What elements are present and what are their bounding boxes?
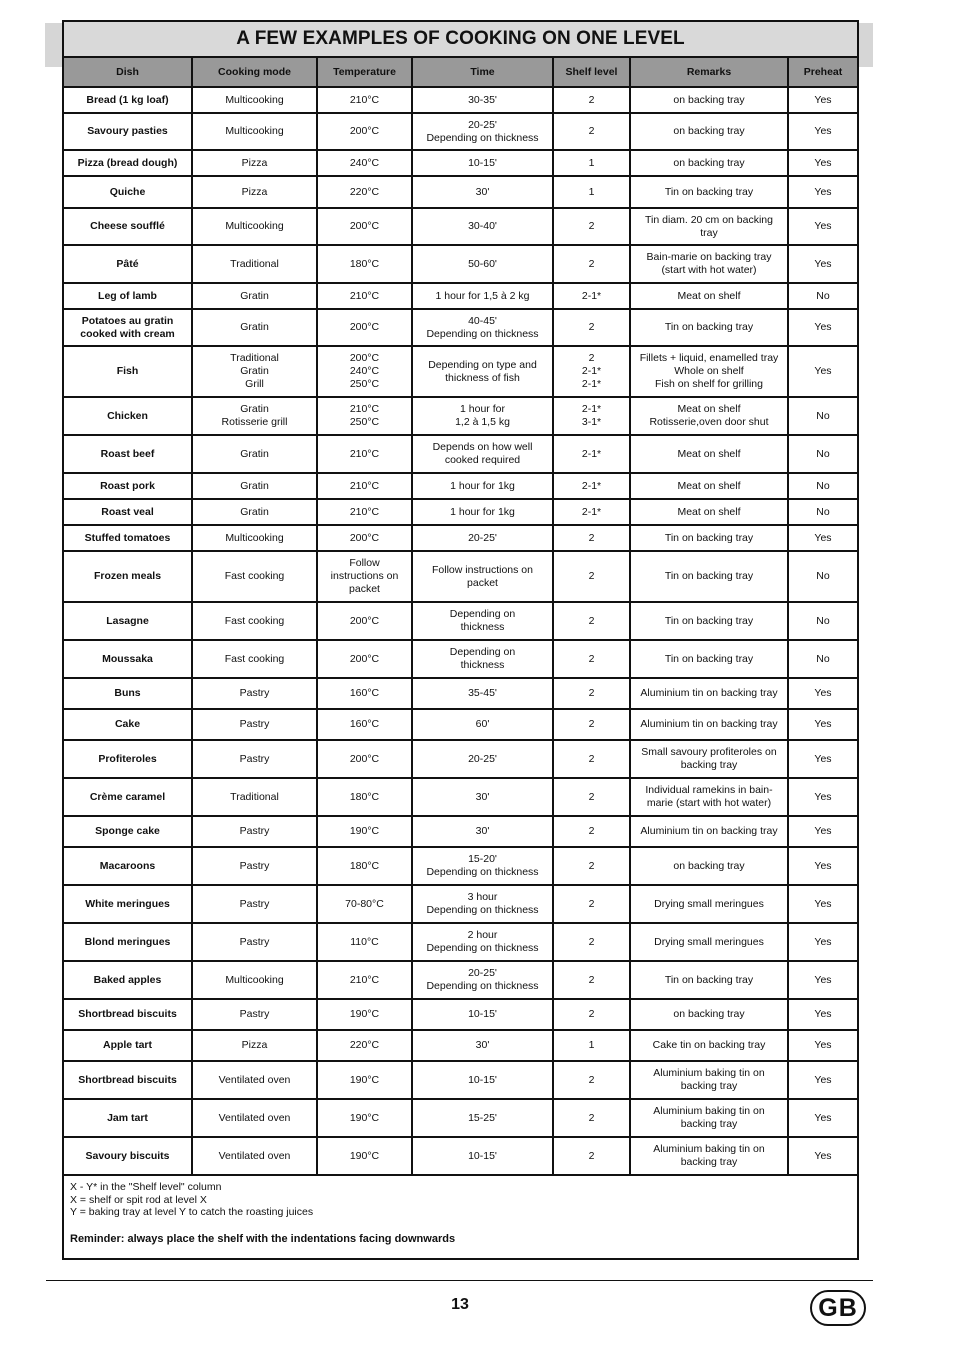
cell-time: 1 hour for 1,2 à 1,5 kg (412, 397, 553, 435)
cell-remarks: on backing tray (630, 113, 788, 150)
table-row (64, 309, 857, 346)
cell-shelf-level: 2 (553, 740, 630, 778)
column-header-cooking-mode: Cooking mode (192, 58, 317, 87)
cooking-table-frame (62, 20, 859, 1260)
table-row (64, 397, 857, 435)
cell-shelf-level: 2 (553, 602, 630, 640)
cell-dish: Apple tart (64, 1030, 192, 1061)
cell-remarks: Cake tin on backing tray (630, 1030, 788, 1061)
cell-cooking-mode: Gratin (192, 283, 317, 309)
cell-shelf-level: 1 (553, 176, 630, 208)
cell-temperature: 200°C (317, 113, 412, 150)
cell-remarks: Small savoury profiteroles on backing tray (630, 740, 788, 778)
cell-dish: Profiteroles (64, 740, 192, 778)
cell-remarks: Aluminium tin on backing tray (630, 678, 788, 709)
cell-time: Depending on thickness (412, 602, 553, 640)
cell-time: 30-40' (412, 208, 553, 245)
cell-remarks: Aluminium baking tin on backing tray (630, 1061, 788, 1099)
cell-cooking-mode: Traditional Gratin Grill (192, 346, 317, 397)
cell-dish: Savoury pasties (64, 113, 192, 150)
cell-preheat: No (788, 473, 857, 499)
cell-remarks: Tin diam. 20 cm on backing tray (630, 208, 788, 245)
cell-time: 20-25' (412, 525, 553, 551)
table-row (64, 176, 857, 208)
cell-shelf-level: 2 (553, 525, 630, 551)
cell-temperature: 70-80°C (317, 885, 412, 923)
cell-remarks: on backing tray (630, 847, 788, 885)
cell-cooking-mode: Ventilated oven (192, 1099, 317, 1137)
cell-temperature: 180°C (317, 778, 412, 816)
cell-shelf-level: 2 (553, 1061, 630, 1099)
cell-time: 50-60' (412, 245, 553, 283)
cell-dish: Cake (64, 709, 192, 740)
cell-shelf-level: 2 (553, 923, 630, 961)
cell-time: 1 hour for 1kg (412, 473, 553, 499)
table-row (64, 87, 857, 113)
cell-time: Depending on thickness (412, 640, 553, 678)
cell-temperature: 200°C (317, 309, 412, 346)
cell-cooking-mode: Pizza (192, 150, 317, 176)
table-row (64, 113, 857, 150)
cell-preheat: Yes (788, 525, 857, 551)
cell-preheat: Yes (788, 208, 857, 245)
cell-shelf-level: 2 (553, 1099, 630, 1137)
cell-shelf-level: 2 (553, 245, 630, 283)
table-row (64, 602, 857, 640)
cell-temperature: 190°C (317, 1061, 412, 1099)
cell-remarks: Meat on shelf (630, 473, 788, 499)
cell-time: 30' (412, 176, 553, 208)
cell-time: 30' (412, 778, 553, 816)
column-header-shelf-level: Shelf level (553, 58, 630, 87)
country-badge: GB (810, 1290, 866, 1326)
cell-cooking-mode: Traditional (192, 778, 317, 816)
cell-shelf-level: 1 (553, 1030, 630, 1061)
cell-temperature: 210°C (317, 283, 412, 309)
cell-dish: Pâté (64, 245, 192, 283)
cell-cooking-mode: Gratin (192, 309, 317, 346)
table-row (64, 1030, 857, 1061)
cell-shelf-level: 2 (553, 87, 630, 113)
cell-cooking-mode: Multicooking (192, 87, 317, 113)
cell-time: 3 hour Depending on thickness (412, 885, 553, 923)
cell-temperature: 210°C (317, 473, 412, 499)
cell-preheat: No (788, 640, 857, 678)
cell-shelf-level: 1 (553, 150, 630, 176)
cell-shelf-level: 2 (553, 640, 630, 678)
cell-cooking-mode: Pizza (192, 1030, 317, 1061)
cell-cooking-mode: Pizza (192, 176, 317, 208)
cell-remarks: Fillets + liquid, enamelled tray Whole on shelf Fish on shelf for grilling (630, 346, 788, 397)
cell-remarks: Individual ramekins in bain- marie (start with hot water) (630, 778, 788, 816)
cell-dish: Blond meringues (64, 923, 192, 961)
cell-temperature: 200°C (317, 602, 412, 640)
cell-cooking-mode: Multicooking (192, 525, 317, 551)
cell-dish: Stuffed tomatoes (64, 525, 192, 551)
cell-dish: Buns (64, 678, 192, 709)
cell-temperature: 220°C (317, 1030, 412, 1061)
cell-shelf-level: 2-1* (553, 473, 630, 499)
cell-remarks: Tin on backing tray (630, 309, 788, 346)
cell-dish: Roast beef (64, 435, 192, 473)
cell-temperature: 110°C (317, 923, 412, 961)
reminder-note: Reminder: always place the shelf with the indentations facing downwards (70, 1232, 456, 1245)
column-header-dish: Dish (64, 58, 192, 87)
table-row (64, 640, 857, 678)
cell-temperature: 190°C (317, 999, 412, 1030)
cell-temperature: Follow instructions on packet (317, 551, 412, 602)
cell-preheat: No (788, 397, 857, 435)
table-body (64, 87, 857, 1175)
cell-shelf-level: 2 (553, 551, 630, 602)
table-row (64, 816, 857, 847)
page-title: A FEW EXAMPLES OF COOKING ON ONE LEVEL (64, 22, 857, 58)
cell-temperature: 200°C 240°C 250°C (317, 346, 412, 397)
cell-cooking-mode: Gratin (192, 473, 317, 499)
cell-dish: Crème caramel (64, 778, 192, 816)
cell-time: 10-15' (412, 150, 553, 176)
cell-shelf-level: 2 (553, 816, 630, 847)
cell-preheat: Yes (788, 87, 857, 113)
cell-preheat: Yes (788, 176, 857, 208)
cell-time: Follow instructions on packet (412, 551, 553, 602)
cell-shelf-level: 2 (553, 999, 630, 1030)
cell-preheat: Yes (788, 816, 857, 847)
cell-preheat: Yes (788, 885, 857, 923)
cell-dish: Potatoes au gratin cooked with cream (64, 309, 192, 346)
cell-remarks: Meat on shelf (630, 435, 788, 473)
cell-cooking-mode: Gratin Rotisserie grill (192, 397, 317, 435)
column-header-time: Time (412, 58, 553, 87)
cell-preheat: Yes (788, 678, 857, 709)
cell-time: 10-15' (412, 1061, 553, 1099)
table-row (64, 150, 857, 176)
cell-temperature: 200°C (317, 640, 412, 678)
cell-cooking-mode: Gratin (192, 499, 317, 525)
cell-remarks: Aluminium tin on backing tray (630, 816, 788, 847)
cell-shelf-level: 2 (553, 113, 630, 150)
cell-temperature: 180°C (317, 245, 412, 283)
cell-shelf-level: 2 (553, 709, 630, 740)
cell-time: 30' (412, 1030, 553, 1061)
cell-dish: Cheese soufflé (64, 208, 192, 245)
table-row (64, 283, 857, 309)
cell-cooking-mode: Ventilated oven (192, 1061, 317, 1099)
cell-temperature: 160°C (317, 709, 412, 740)
cell-time: Depending on type and thickness of fish (412, 346, 553, 397)
cell-preheat: No (788, 435, 857, 473)
cell-dish: Moussaka (64, 640, 192, 678)
cell-preheat: Yes (788, 346, 857, 397)
table-row (64, 473, 857, 499)
cell-cooking-mode: Pastry (192, 740, 317, 778)
cell-preheat: Yes (788, 999, 857, 1030)
cell-dish: Roast pork (64, 473, 192, 499)
table-row (64, 778, 857, 816)
cell-preheat: Yes (788, 113, 857, 150)
cell-dish: Frozen meals (64, 551, 192, 602)
cell-preheat: Yes (788, 961, 857, 999)
cell-time: 1 hour for 1kg (412, 499, 553, 525)
cell-temperature: 200°C (317, 208, 412, 245)
cell-remarks: Aluminium baking tin on backing tray (630, 1137, 788, 1175)
cell-temperature: 190°C (317, 816, 412, 847)
table-row (64, 1137, 857, 1175)
cell-cooking-mode: Pastry (192, 999, 317, 1030)
table-row (64, 346, 857, 397)
cell-dish: Jam tart (64, 1099, 192, 1137)
cell-shelf-level: 2-1* (553, 435, 630, 473)
cell-remarks: on backing tray (630, 150, 788, 176)
cell-time: 30' (412, 816, 553, 847)
cell-dish: Macaroons (64, 847, 192, 885)
table-row (64, 435, 857, 473)
table-row (64, 678, 857, 709)
cell-shelf-level: 2 (553, 208, 630, 245)
cell-temperature: 210°C (317, 87, 412, 113)
cell-dish: Chicken (64, 397, 192, 435)
cell-remarks: Drying small meringues (630, 923, 788, 961)
cell-preheat: Yes (788, 740, 857, 778)
cell-remarks: Tin on backing tray (630, 602, 788, 640)
cell-dish: Shortbread biscuits (64, 999, 192, 1030)
cell-temperature: 190°C (317, 1137, 412, 1175)
cell-cooking-mode: Pastry (192, 885, 317, 923)
column-header-temperature: Temperature (317, 58, 412, 87)
cell-temperature: 210°C (317, 435, 412, 473)
cell-remarks: on backing tray (630, 87, 788, 113)
table-row (64, 525, 857, 551)
cell-shelf-level: 2 2-1* 2-1* (553, 346, 630, 397)
cell-remarks: Bain-marie on backing tray (start with hot water) (630, 245, 788, 283)
cell-cooking-mode: Multicooking (192, 208, 317, 245)
cell-preheat: Yes (788, 309, 857, 346)
cell-dish: Quiche (64, 176, 192, 208)
cell-cooking-mode: Multicooking (192, 961, 317, 999)
cell-remarks: Tin on backing tray (630, 640, 788, 678)
cell-time: 20-25' Depending on thickness (412, 961, 553, 999)
cell-remarks: Tin on backing tray (630, 551, 788, 602)
cell-preheat: Yes (788, 150, 857, 176)
cell-cooking-mode: Pastry (192, 678, 317, 709)
cell-time: 60' (412, 709, 553, 740)
cell-remarks: Aluminium baking tin on backing tray (630, 1099, 788, 1137)
cell-preheat: Yes (788, 1030, 857, 1061)
cell-time: 2 hour Depending on thickness (412, 923, 553, 961)
cell-shelf-level: 2 (553, 678, 630, 709)
cell-time: 10-15' (412, 999, 553, 1030)
cell-time: 15-20' Depending on thickness (412, 847, 553, 885)
column-header-preheat: Preheat (788, 58, 857, 87)
cell-remarks: Meat on shelf (630, 499, 788, 525)
cell-time: 15-25' (412, 1099, 553, 1137)
cell-time: 30-35' (412, 87, 553, 113)
cell-preheat: Yes (788, 923, 857, 961)
footer-divider (46, 1280, 873, 1281)
cell-preheat: Yes (788, 1099, 857, 1137)
cell-cooking-mode: Pastry (192, 816, 317, 847)
cell-temperature: 200°C (317, 525, 412, 551)
cell-preheat: Yes (788, 778, 857, 816)
cell-preheat: Yes (788, 847, 857, 885)
table-header-row (64, 58, 857, 87)
cell-shelf-level: 2 (553, 1137, 630, 1175)
cell-temperature: 210°C (317, 499, 412, 525)
table-row (64, 709, 857, 740)
cell-shelf-level: 2-1* (553, 499, 630, 525)
cell-dish: Lasagne (64, 602, 192, 640)
cell-time: Depends on how well cooked required (412, 435, 553, 473)
cell-cooking-mode: Fast cooking (192, 640, 317, 678)
table-row (64, 499, 857, 525)
cell-remarks: Tin on backing tray (630, 525, 788, 551)
cell-shelf-level: 2 (553, 885, 630, 923)
page-number: 13 (451, 1296, 469, 1313)
cell-shelf-level: 2-1* 3-1* (553, 397, 630, 435)
cell-preheat: Yes (788, 1061, 857, 1099)
cell-dish: Savoury biscuits (64, 1137, 192, 1175)
cell-dish: Roast veal (64, 499, 192, 525)
cell-dish: Sponge cake (64, 816, 192, 847)
cell-preheat: No (788, 602, 857, 640)
cell-cooking-mode: Pastry (192, 923, 317, 961)
cell-remarks: Meat on shelf (630, 283, 788, 309)
cell-remarks: Drying small meringues (630, 885, 788, 923)
cell-dish: Pizza (bread dough) (64, 150, 192, 176)
cell-dish: Baked apples (64, 961, 192, 999)
table-row (64, 923, 857, 961)
cell-dish: White meringues (64, 885, 192, 923)
cell-dish: Leg of lamb (64, 283, 192, 309)
cell-temperature: 160°C (317, 678, 412, 709)
cell-temperature: 210°C (317, 961, 412, 999)
cell-time: 10-15' (412, 1137, 553, 1175)
cell-cooking-mode: Fast cooking (192, 551, 317, 602)
cell-remarks: Tin on backing tray (630, 961, 788, 999)
cell-time: 20-25' (412, 740, 553, 778)
cell-cooking-mode: Pastry (192, 709, 317, 740)
cooking-examples-table (64, 58, 857, 1176)
cell-preheat: Yes (788, 709, 857, 740)
cell-preheat: No (788, 283, 857, 309)
table-row (64, 740, 857, 778)
cell-preheat: No (788, 499, 857, 525)
table-row (64, 847, 857, 885)
cell-shelf-level: 2 (553, 778, 630, 816)
table-row (64, 1099, 857, 1137)
table-row (64, 1061, 857, 1099)
cell-shelf-level: 2-1* (553, 283, 630, 309)
cell-cooking-mode: Multicooking (192, 113, 317, 150)
cell-cooking-mode: Traditional (192, 245, 317, 283)
cell-dish: Shortbread biscuits (64, 1061, 192, 1099)
cell-temperature: 210°C 250°C (317, 397, 412, 435)
cell-temperature: 240°C (317, 150, 412, 176)
table-row (64, 999, 857, 1030)
cell-cooking-mode: Pastry (192, 847, 317, 885)
cell-temperature: 200°C (317, 740, 412, 778)
cell-shelf-level: 2 (553, 309, 630, 346)
column-header-remarks: Remarks (630, 58, 788, 87)
cell-preheat: No (788, 551, 857, 602)
cell-shelf-level: 2 (553, 961, 630, 999)
cell-remarks: Meat on shelf Rotisserie,oven door shut (630, 397, 788, 435)
cell-shelf-level: 2 (553, 847, 630, 885)
cell-temperature: 190°C (317, 1099, 412, 1137)
cell-time: 40-45' Depending on thickness (412, 309, 553, 346)
shelf-level-notes: X - Y* in the "Shelf level" column X = shelf or spit rod at level X Y = baking tray at level Y to catch the roasting juices (70, 1181, 314, 1218)
cell-temperature: 220°C (317, 176, 412, 208)
cell-remarks: Aluminium tin on backing tray (630, 709, 788, 740)
table-row (64, 208, 857, 245)
table-row (64, 885, 857, 923)
cell-preheat: Yes (788, 245, 857, 283)
table-row (64, 551, 857, 602)
cell-cooking-mode: Ventilated oven (192, 1137, 317, 1175)
cell-cooking-mode: Fast cooking (192, 602, 317, 640)
cell-time: 1 hour for 1,5 à 2 kg (412, 283, 553, 309)
cell-time: 20-25' Depending on thickness (412, 113, 553, 150)
cell-dish: Bread (1 kg loaf) (64, 87, 192, 113)
cell-preheat: Yes (788, 1137, 857, 1175)
cell-dish: Fish (64, 346, 192, 397)
cell-cooking-mode: Gratin (192, 435, 317, 473)
table-row (64, 245, 857, 283)
cell-temperature: 180°C (317, 847, 412, 885)
table-row (64, 961, 857, 999)
cell-remarks: Tin on backing tray (630, 176, 788, 208)
cell-remarks: on backing tray (630, 999, 788, 1030)
cell-time: 35-45' (412, 678, 553, 709)
